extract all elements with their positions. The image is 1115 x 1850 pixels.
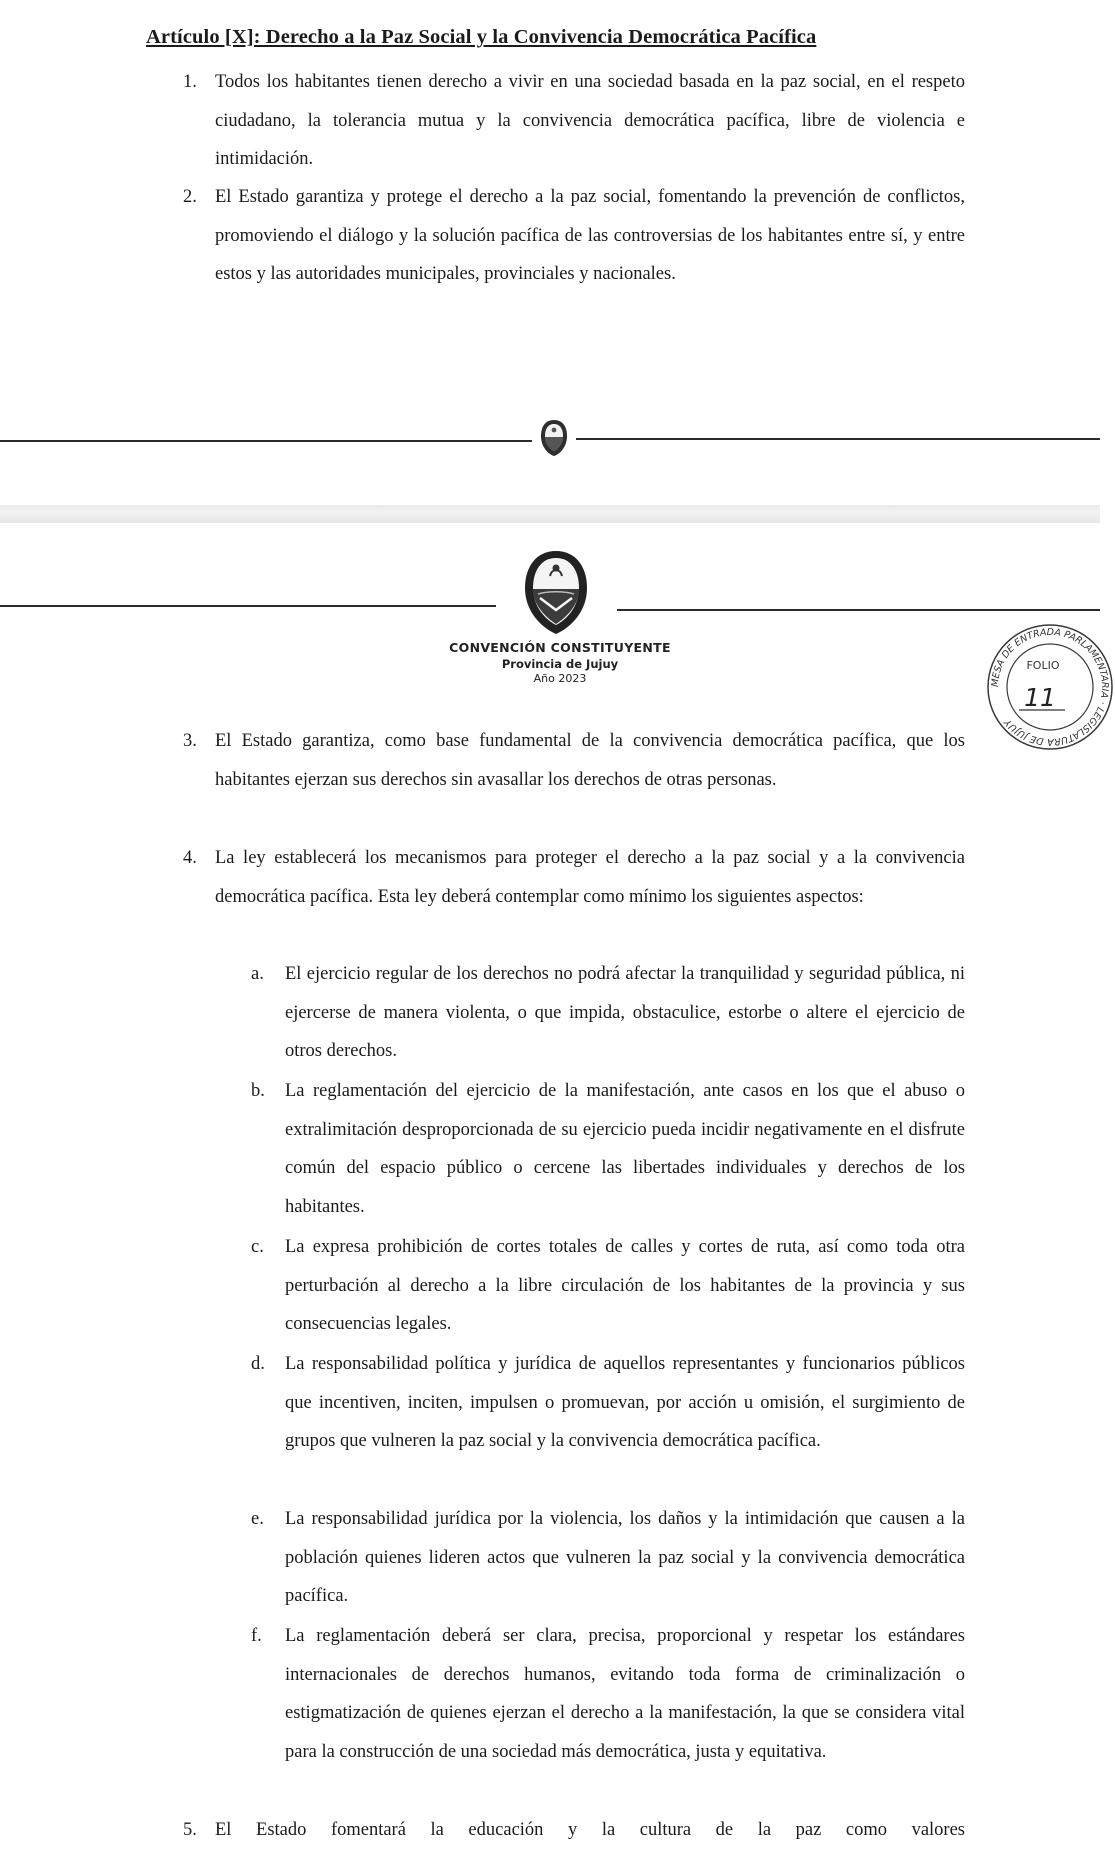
item-text: Todos los habitantes tienen derecho a vivir en una sociedad basada en la paz social, en el respeto ciudadano, la tolerancia mutua y la convivencia democrática pacífica, libre de violencia e intimidación. [215,72,965,169]
sub-item-letter: f. [251,1626,262,1646]
sub-item-text: La reglamentación deberá ser clara, precisa, proporcional y respetar los estándares internacionales de derechos humanos, evitando toda forma de criminalización o estigmatización de quienes ejerzan el derecho a la manifestación, la que se considera vital para la construcción de una sociedad más democrática, justa y equitativa. [285,1626,965,1762]
sub-list-item [251,1228,965,1344]
header-province: Provincia de Jujuy [501,657,619,671]
header-rule-right [617,609,1100,611]
item-text: El Estado fomentará la educación y la cultura de la paz como valores [215,1820,965,1840]
item-number: 2. [183,187,197,207]
item-text: El Estado garantiza y protege el derecho a la paz social, fomentando la prevención de conflictos, promoviendo el diálogo y la solución pacífica de las controversias de los habitantes entre sí, y entre estos y las autoridades municipales, provinciales y nacionales. [215,187,965,284]
header-convention-title: CONVENCIÓN CONSTITUYENTE [449,640,671,655]
item-text: El Estado garantiza, como base fundamental de la convivencia democrática pacífica, que los habitantes ejerzan sus derechos sin avasallar los derechos de otras personas. [215,731,965,790]
folio-stamp-icon [985,622,1115,752]
sub-item-letter: a. [251,964,264,984]
list-item [183,839,965,916]
sub-item-text: La expresa prohibición de cortes totales de calles y cortes de ruta, así como toda otra perturbación al derecho a la libre circulación de los habitantes de la provincia y sus consecuencias legales. [285,1237,965,1334]
sub-item-text: La reglamentación del ejercicio de la manifestación, ante casos en los que el abuso o extralimitación desproporcionada de su ejercicio pueda incidir negativamente en el disfrute común del espacio público o cercene las libertades individuales y derechos de los habitantes. [285,1081,965,1217]
list-item [183,1811,965,1850]
provincial-seal-icon [520,548,592,638]
sub-item-text: La responsabilidad política y jurídica de aquellos representantes y funcionarios públicos que incentiven, inciten, impulsen o promuevan, por acción u omisión, el surgimiento de grupos que vulneren la paz social y la convivencia democrática pacífica. [285,1354,965,1451]
footer-rule-right [576,438,1100,440]
stamp-ring-text: MESA DE ENTRADA PARLAMENTARIA · LEGISLATURA DE JUJUY [989,626,1111,748]
list-item [183,722,965,799]
page-separator [0,505,1100,523]
sub-item-letter: d. [251,1354,265,1374]
sub-list-item [251,955,965,1071]
sub-item-letter: b. [251,1081,265,1101]
item-text: La ley establecerá los mecanismos para proteger el derecho a la paz social y a la convivencia democrática pacífica. Esta ley deberá contemplar como mínimo los siguientes aspectos: [215,848,965,907]
stamp-folio-number: 11 [1024,683,1056,712]
item-number: 4. [183,848,197,868]
sub-item-letter: e. [251,1509,264,1529]
item-number: 1. [183,72,197,92]
sub-list-item [251,1500,965,1616]
sub-list-item [251,1345,965,1461]
sub-item-text: La responsabilidad jurídica por la violencia, los daños y la intimidación que causen a la población quienes lideren actos que vulneren la paz social y la convivencia democrática pacífica. [285,1509,965,1606]
list-item [183,178,965,294]
footer-rule-left [0,440,532,442]
provincial-seal-icon [539,418,569,458]
sub-item-letter: c. [251,1237,264,1257]
sub-list-item [251,1617,965,1771]
article-title: Artículo [X]: Derecho a la Paz Social y la Convivencia Democrática Pacífica [146,26,817,48]
item-number: 3. [183,731,197,751]
header-year: Año 2023 [533,672,587,685]
list-item [183,63,965,179]
header-rule-left [0,605,496,607]
stamp-folio-label: FOLIO [1026,659,1060,672]
item-number: 5. [183,1820,197,1840]
sub-list-item [251,1072,965,1226]
sub-item-text: El ejercicio regular de los derechos no podrá afectar la tranquilidad y seguridad pública, ni ejercerse de manera violenta, o que impida, obstaculice, estorbe o altere el ejercicio de otros derechos. [285,964,965,1061]
